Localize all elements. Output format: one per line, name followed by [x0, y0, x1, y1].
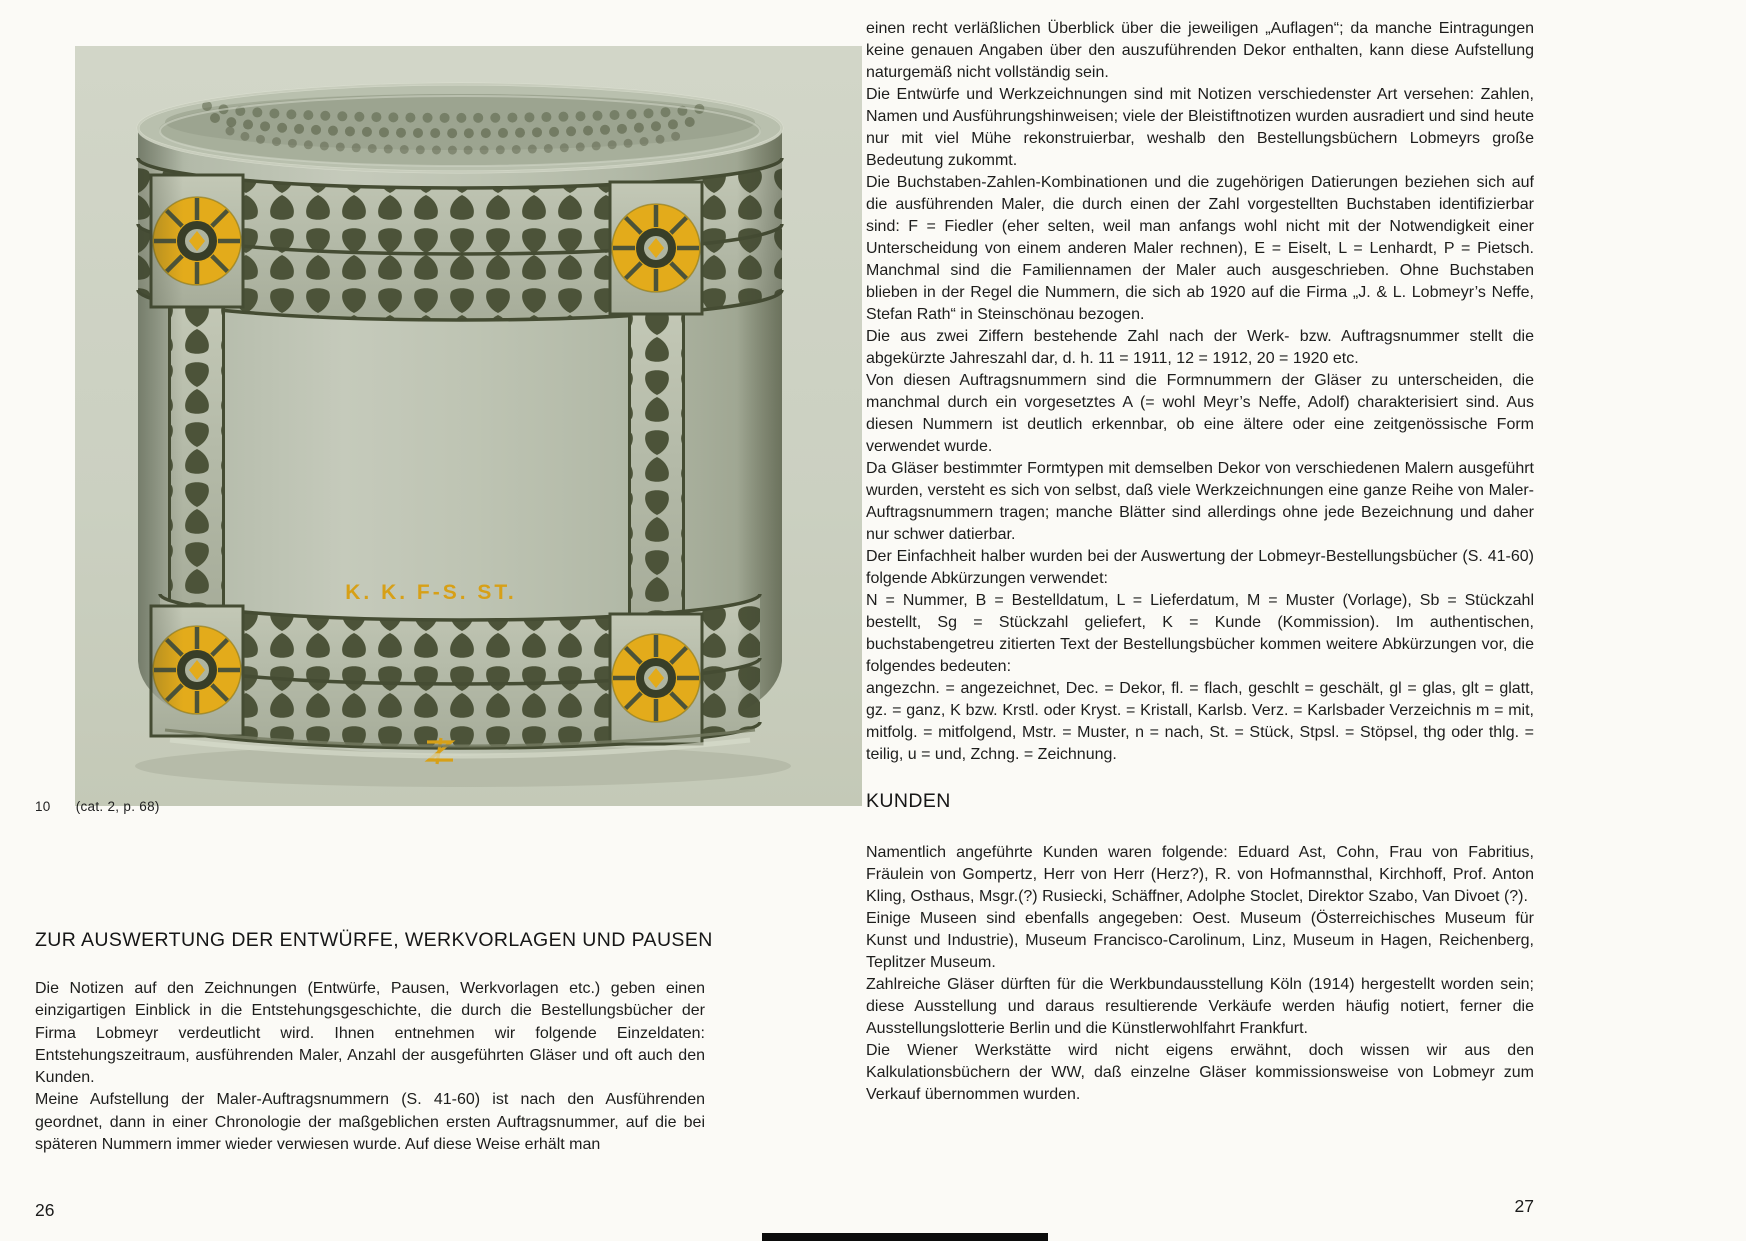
left-page-heading: ZUR AUSWERTUNG DER ENTWÜRFE, WERKVORLAGEN UND PAUSEN [35, 929, 713, 951]
body-paragraph: N = Nummer, B = Bestelldatum, L = Lieferdatum, M = Muster (Vorlage), Sb = Stückzahl bestellt, Sg = Stückzahl geliefert, K = Kunde (Kommission). Im authentischen, buchstabengetreu zitierten Text der Bestellungsbücher kommen weitere Abkürzungen vor, die folgendes bedeuten: [866, 592, 1534, 675]
body-paragraph: Namentlich angeführte Kunden waren folgende: Eduard Ast, Cohn, Frau von Fabritius, Fräulein von Gompertz, Herr von Herr (Herz?), R. von Hofmannsthal, Kirchhoff, Prof. Anton Kling, Osthaus, Msgr.(?) Rusiecki, Schäffner, Adolphe Stoclet, Direktor Szabo, Van Divoet (?). [866, 844, 1534, 905]
body-paragraph: Die aus zwei Ziffern bestehende Zahl nach der Werk- bzw. Auftragsnummer stellt die abgekürzte Jahreszahl dar, d. h. 11 = 1911, 12 = 1912, 20 = 1920 etc. [866, 328, 1534, 367]
page-number-left: 26 [35, 1200, 55, 1220]
body-paragraph: einen recht verläßlichen Überblick über die jeweiligen „Auflagen“; da manche Eintragungen keine genauen Angaben über den auszuführenden Dekor enthalten, kann diese Aufstellung naturgemäß nicht vollständig sein. [866, 20, 1534, 81]
body-paragraph: Meine Aufstellung der Maler-Auftragsnummern (S. 41-60) ist nach den Ausführenden geordnet, dann in einer Chronologie der maßgeblichen ersten Auftragsnummer, auf die bei späteren Nummern immer wieder verwiesen wurde. Auf diese Weise erhält man [35, 1091, 705, 1154]
body-paragraph: Von diesen Auftragsnummern sind die Formnummern der Gläser zu unterscheiden, die manchmal durch ein vorgesetztes A (= wohl Meyr’s Neffe, Adolf) charakterisiert sind. Aus diesen Nummern ist deutlich erkennbar, ob eine ältere oder eine zeitgenössische Form verwendet wurde. [866, 372, 1534, 455]
page-number-right: 27 [1514, 1196, 1534, 1216]
figure-number: 10 [35, 799, 51, 814]
right-page-body [866, 18, 1534, 1106]
photo-caption [35, 799, 435, 814]
glass-vessel-photo [75, 46, 862, 806]
body-paragraph: Die Buchstaben-Zahlen-Kombinationen und die zugehörigen Datierungen beziehen sich auf die ausführenden Maler, die durch einen der Zahl vorgestellten Buchstaben identifizierbar sind: F = Fiedler (eher selten, weil man anfangs wohl nicht mit der Notwendigkeit einer Unterscheidung von einem anderen Maler rechnen), E = Eiselt, L = Lenhardt, P = Pietsch. Manchmal sind die Familiennamen der Maler auch ausgeschrieben. Ohne Buchstaben blieben in der Regel die Nummern, die sich ab 1920 auf die Firma „J. & L. Lobmeyr’s Neffe, Stefan Rath“ in Steinschönau bezogen. [866, 174, 1534, 323]
glass-vessel-illustration [75, 46, 862, 806]
scan-artifact-bar [762, 1233, 1048, 1241]
left-page-body [35, 978, 705, 1156]
body-paragraph: angezchn. = angezeichnet, Dec. = Dekor, fl. = flach, geschlt = geschält, gl = glas, glt = glatt, gz. = ganz, K bzw. Krstl. oder Kryst. = Kristall, Karlsb. Verz. = Karlsbader Verzeichnis m = mit, mitfolg. = mitfolgend, Mstr. = Muster, n = nach, St. = Stück, Stpsl. = Stöpsel, thg oder thlg. = teilig, u = und, Zchng. = Zeichnung. [866, 680, 1534, 763]
kunden-section-heading: KUNDEN [866, 790, 951, 812]
body-paragraph: Zahlreiche Gläser dürften für die Werkbundausstellung Köln (1914) hergestellt worden sein; diese Ausstellung und daraus resultierende Verkäufe werden häufig notiert, ferner die Ausstellungslotterie Berlin und die Künstlerwohlfahrt Frankfurt. [866, 976, 1534, 1037]
glass-edge-shading [138, 128, 782, 756]
body-paragraph: Die Notizen auf den Zeichnungen (Entwürfe, Pausen, Werkvorlagen etc.) geben einen einzigartigen Einblick in die Entstehungsgeschichte, die durch die Bestellungsbücher der Firma Lobmeyr verdeutlicht wird. Ihnen entnehmen wir folgende Einzeldaten: Entstehungszeitraum, ausführenden Maler, Anzahl der ausgeführten Gläser und oft auch den Kunden. [35, 980, 705, 1087]
body-paragraph: Einige Museen sind ebenfalls angegeben: Oest. Museum (Österreichisches Museum für Kunst und Industrie), Museum Francisco-Carolinum, Linz, Museum in Hagen, Reichenberg, Teplitzer Museum. [866, 910, 1534, 971]
figure-reference: (cat. 2, p. 68) [75, 799, 160, 814]
body-paragraph: Der Einfachheit halber wurden bei der Auswertung der Lobmeyr-Bestellungsbücher (S. 41-60) folgende Abkürzungen verwendet: [866, 548, 1534, 587]
body-paragraph: Die Wiener Werkstätte wird nicht eigens erwähnt, doch wissen wir aus den Kalkulationsbüchern der WW, daß einzelne Gläser kommissionsweise von Lobmeyr zum Verkauf übernommen wurden. [866, 1042, 1534, 1103]
vessel-opening [138, 84, 782, 172]
body-paragraph: Die Entwürfe und Werkzeichnungen sind mit Notizen verschiedenster Art versehen: Zahlen, Namen und Ausführungshinweisen; viele der Bleistiftnotizen wurden ausradiert und sind heute nur mit viel Mühe rekonstruierbar, weshalb den Bestellungsbüchern Lobmeyrs große Bedeutung zukommt. [866, 86, 1534, 169]
body-paragraph: Da Gläser bestimmter Formtypen mit demselben Dekor von verschiedenen Malern ausgeführt wurden, versteht es sich von selbst, daß viele Werkzeichnungen eine ganze Reihe von Maler-Auftragsnummern tragen; manche Blätter sind allerdings ohne jede Bezeichnung und daher nur schwer datierbar. [866, 460, 1534, 543]
